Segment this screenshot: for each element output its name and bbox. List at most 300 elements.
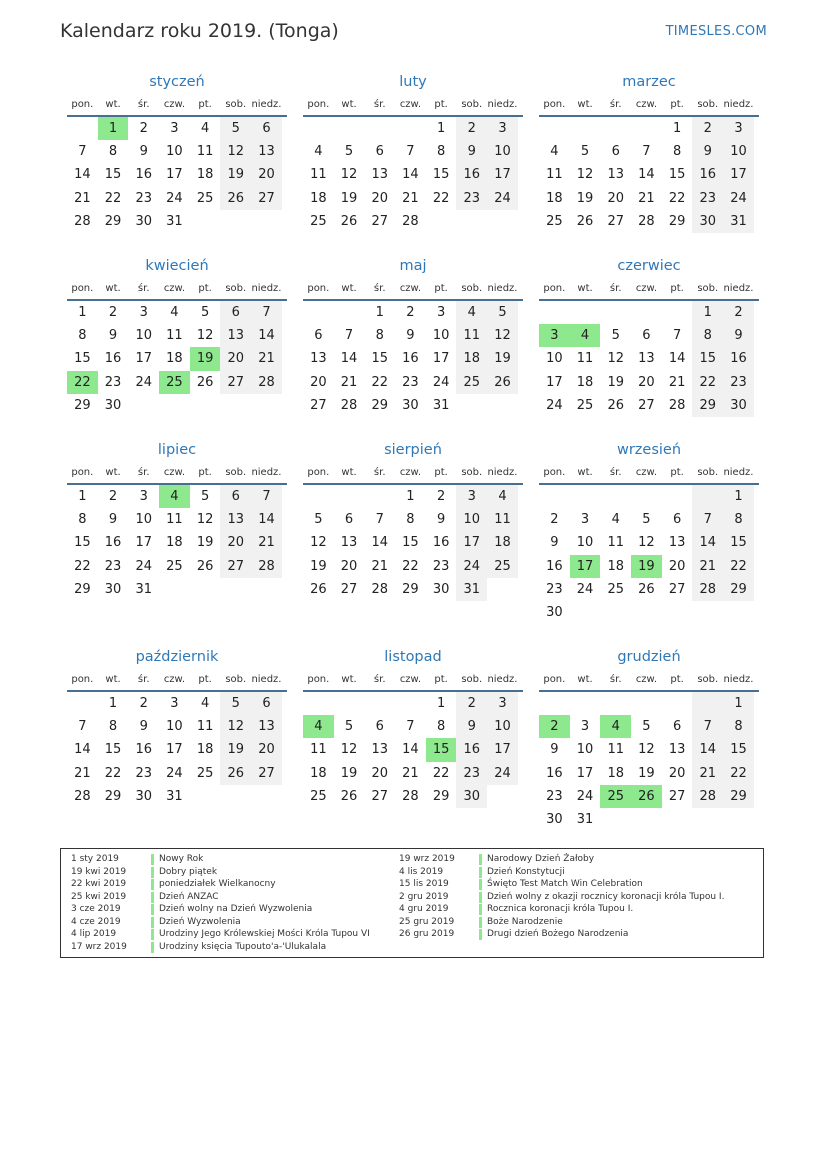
month-block xyxy=(303,440,523,601)
holiday-date: 15 lis 2019 xyxy=(399,879,449,889)
empty-day-cell xyxy=(220,785,251,808)
day-cell: 2 xyxy=(550,512,559,528)
weekday-label: pt. xyxy=(670,467,684,478)
week-row xyxy=(67,531,287,554)
empty-day-cell xyxy=(190,578,221,601)
empty-day-cell xyxy=(220,394,251,417)
month-name: lipiec xyxy=(157,442,197,458)
day-cell: 23 xyxy=(456,762,487,785)
day-cell: 13 xyxy=(638,351,655,367)
holiday-name: Dzień wolny z okazji rocznicy koronacji króla Tupou I. xyxy=(487,891,725,902)
day-cell: 21 xyxy=(74,765,91,781)
weekday-label: pon. xyxy=(71,467,94,478)
day-cell: 20 xyxy=(220,347,251,370)
holiday-marker xyxy=(151,892,154,903)
holiday-date: 4 lip 2019 xyxy=(71,929,117,939)
day-cell: 30 xyxy=(104,397,122,413)
day-cell: 17 xyxy=(576,765,594,781)
legend-row xyxy=(399,928,724,941)
day-cell: 16 xyxy=(692,163,723,186)
day-cell: 17 xyxy=(166,742,183,758)
day-cell: 20 xyxy=(251,163,282,186)
holiday-date: 4 gru 2019 xyxy=(399,904,449,914)
day-cell: 31 xyxy=(432,397,450,413)
holiday-name: Boże Narodzenie xyxy=(487,916,563,927)
day-cell: 26 xyxy=(220,762,251,785)
day-cell: 16 xyxy=(104,351,122,367)
weekday-label: śr. xyxy=(609,674,622,685)
month-name: styczeń xyxy=(149,74,205,90)
day-cell: 6 xyxy=(672,719,682,735)
week-row xyxy=(539,117,759,140)
day-cell: 8 xyxy=(78,328,87,344)
day-cell: 31 xyxy=(576,811,594,827)
day-cell: 21 xyxy=(371,558,388,574)
holiday-day-cell: 2 xyxy=(539,715,570,738)
day-cell: 25 xyxy=(456,371,487,394)
day-cell: 24 xyxy=(166,765,183,781)
day-cell: 30 xyxy=(692,210,723,233)
empty-day-cell xyxy=(631,692,662,715)
legend-row xyxy=(71,903,370,916)
day-cell: 10 xyxy=(546,351,563,367)
day-cell: 30 xyxy=(104,581,122,597)
day-cell: 9 xyxy=(139,719,148,735)
day-cell: 21 xyxy=(638,190,655,206)
day-cell: 30 xyxy=(135,213,152,229)
week-row xyxy=(539,301,759,324)
day-cell: 11 xyxy=(576,351,594,367)
day-cell: 8 xyxy=(692,324,723,347)
holiday-marker xyxy=(151,942,154,953)
holiday-name: Dzień wolny na Dzień Wyzwolenia xyxy=(159,904,313,914)
empty-day-cell xyxy=(570,485,601,508)
empty-day-cell xyxy=(251,578,282,601)
empty-day-cell xyxy=(631,301,662,324)
day-cell: 22 xyxy=(668,190,686,206)
day-cell: 29 xyxy=(402,581,419,597)
weekday-label: niedz. xyxy=(251,674,282,685)
day-cell: 9 xyxy=(108,512,118,528)
week-row xyxy=(67,163,287,186)
day-cell: 17 xyxy=(456,531,487,554)
day-cell: 21 xyxy=(74,190,91,206)
day-cell: 1 xyxy=(108,696,118,711)
day-cell: 11 xyxy=(166,512,183,528)
day-cell: 12 xyxy=(607,351,624,367)
day-cell: 15 xyxy=(723,738,754,761)
day-cell: 5 xyxy=(580,144,590,160)
day-cell: 24 xyxy=(576,581,594,597)
weekday-label: wt. xyxy=(105,283,121,294)
day-cell: 1 xyxy=(723,692,754,715)
empty-day-cell xyxy=(456,394,487,417)
day-cell: 14 xyxy=(668,351,686,367)
holiday-name: Narodowy Dzień Żałoby xyxy=(487,854,595,864)
empty-day-cell xyxy=(487,578,518,601)
week-row xyxy=(303,785,523,808)
holiday-date: 25 kwi 2019 xyxy=(71,891,127,902)
day-cell: 21 xyxy=(692,555,723,578)
empty-day-cell xyxy=(251,394,282,417)
day-cell: 30 xyxy=(432,581,450,597)
day-cell: 28 xyxy=(692,578,723,601)
legend-row xyxy=(71,928,370,941)
weekday-label: czw. xyxy=(635,674,657,685)
day-cell: 8 xyxy=(375,328,384,344)
brand-logo-link[interactable]: TIMESLES.COM xyxy=(665,24,767,39)
weekday-label: sob. xyxy=(461,99,483,110)
day-cell: 24 xyxy=(135,374,152,390)
day-cell: 26 xyxy=(310,581,327,597)
holiday-date: 25 gru 2019 xyxy=(399,916,455,927)
week-row xyxy=(303,163,523,186)
weekday-label: śr. xyxy=(609,467,622,478)
week-row xyxy=(539,762,759,785)
day-cell: 20 xyxy=(220,531,251,554)
week-row xyxy=(539,347,759,370)
holiday-day-cell: 26 xyxy=(631,785,662,808)
holiday-name: Dobry piątek xyxy=(159,866,218,877)
day-cell: 9 xyxy=(456,715,487,738)
empty-day-cell xyxy=(334,301,365,324)
day-cell: 28 xyxy=(402,213,419,229)
day-cell: 26 xyxy=(607,397,624,413)
day-cell: 25 xyxy=(196,765,214,781)
week-row xyxy=(303,371,523,394)
month-name: luty xyxy=(399,74,427,90)
week-row xyxy=(539,555,759,578)
day-cell: 28 xyxy=(638,213,655,229)
day-cell: 4 xyxy=(314,144,323,160)
day-cell: 29 xyxy=(104,788,122,804)
week-row xyxy=(303,715,523,738)
day-cell: 22 xyxy=(723,762,754,785)
week-row xyxy=(539,715,759,738)
holiday-name: Nowy Rok xyxy=(159,854,204,864)
weekday-header xyxy=(67,279,287,301)
day-cell: 9 xyxy=(108,328,118,344)
month-name: marzec xyxy=(622,74,676,90)
day-cell: 21 xyxy=(340,374,358,390)
holiday-day-cell: 17 xyxy=(570,555,601,578)
week-row xyxy=(303,578,523,601)
empty-day-cell xyxy=(600,601,631,624)
legend-column-left xyxy=(71,853,370,953)
day-cell: 1 xyxy=(436,696,446,711)
day-cell: 19 xyxy=(220,738,251,761)
weekday-label: pon. xyxy=(71,674,94,685)
day-cell: 13 xyxy=(371,742,388,758)
day-cell: 22 xyxy=(692,371,723,394)
day-cell: 19 xyxy=(340,190,358,206)
day-cell: 12 xyxy=(576,167,594,183)
weekday-label: pon. xyxy=(71,99,94,110)
weekday-label: sob. xyxy=(461,674,483,685)
weekday-label: czw. xyxy=(163,674,185,685)
holiday-date: 17 wrz 2019 xyxy=(71,941,127,952)
day-cell: 12 xyxy=(196,328,214,344)
day-cell: 5 xyxy=(220,692,251,715)
day-cell: 18 xyxy=(196,742,214,758)
day-cell: 13 xyxy=(310,351,327,367)
day-cell: 14 xyxy=(402,742,419,758)
empty-day-cell xyxy=(631,601,662,624)
day-cell: 30 xyxy=(546,811,563,827)
day-cell: 20 xyxy=(251,738,282,761)
weekday-label: niedz. xyxy=(251,467,282,478)
day-cell: 5 xyxy=(487,301,518,324)
weekday-label: sob. xyxy=(225,283,247,294)
day-cell: 22 xyxy=(402,558,419,574)
empty-day-cell xyxy=(128,394,159,417)
day-cell: 13 xyxy=(340,535,358,551)
week-row xyxy=(67,117,287,140)
day-cell: 27 xyxy=(310,397,327,413)
holiday-marker xyxy=(479,929,482,940)
day-cell: 1 xyxy=(436,121,446,136)
day-cell: 27 xyxy=(251,762,282,785)
weekday-label: śr. xyxy=(373,283,386,294)
day-cell: 13 xyxy=(251,140,282,163)
weekday-label: niedz. xyxy=(487,283,518,294)
day-cell: 5 xyxy=(344,144,354,160)
week-row xyxy=(303,394,523,417)
day-cell: 20 xyxy=(371,765,388,781)
day-cell: 23 xyxy=(546,581,563,597)
day-cell: 25 xyxy=(310,213,327,229)
weekday-label: wt. xyxy=(577,99,593,110)
weekday-header xyxy=(303,463,523,485)
weekday-label: czw. xyxy=(635,467,657,478)
weekday-label: sob. xyxy=(225,99,247,110)
day-cell: 8 xyxy=(406,512,415,528)
holiday-day-cell: 15 xyxy=(426,738,457,761)
day-cell: 22 xyxy=(432,765,450,781)
day-cell: 14 xyxy=(74,742,91,758)
holiday-marker xyxy=(151,854,154,865)
day-cell: 10 xyxy=(166,719,183,735)
weekday-label: pon. xyxy=(307,283,330,294)
empty-day-cell xyxy=(570,601,601,624)
empty-day-cell xyxy=(692,692,723,715)
empty-day-cell xyxy=(692,808,723,831)
empty-day-cell xyxy=(600,117,631,140)
day-cell: 2 xyxy=(108,305,118,320)
weekday-label: pt. xyxy=(434,467,448,478)
day-cell: 12 xyxy=(196,512,214,528)
day-cell: 2 xyxy=(139,696,148,711)
legend-column-right xyxy=(399,853,724,941)
weekday-label: czw. xyxy=(635,99,657,110)
day-cell: 3 xyxy=(580,719,590,735)
week-row xyxy=(67,187,287,210)
empty-day-cell xyxy=(159,394,190,417)
weekday-label: pt. xyxy=(198,467,212,478)
day-cell: 1 xyxy=(723,485,754,508)
empty-day-cell xyxy=(334,485,365,508)
day-cell: 15 xyxy=(432,167,450,183)
day-cell: 25 xyxy=(196,190,214,206)
day-cell: 3 xyxy=(170,696,179,711)
day-cell: 28 xyxy=(74,788,91,804)
legend-row xyxy=(399,903,724,916)
empty-day-cell xyxy=(364,117,395,140)
week-row xyxy=(303,738,523,761)
holiday-name: Święto Test Match Win Celebration xyxy=(487,879,643,889)
weekday-label: wt. xyxy=(577,283,593,294)
day-cell: 30 xyxy=(402,397,419,413)
day-cell: 29 xyxy=(432,788,450,804)
weekday-label: sob. xyxy=(461,467,483,478)
day-cell: 14 xyxy=(371,535,388,551)
day-cell: 27 xyxy=(220,371,251,394)
weekday-label: sob. xyxy=(225,674,247,685)
day-cell: 30 xyxy=(546,604,563,620)
week-row xyxy=(303,762,523,785)
empty-day-cell xyxy=(600,692,631,715)
day-cell: 25 xyxy=(487,555,518,578)
day-cell: 27 xyxy=(607,213,624,229)
holiday-date: 22 kwi 2019 xyxy=(71,879,127,889)
empty-day-cell xyxy=(395,117,426,140)
day-cell: 6 xyxy=(251,692,282,715)
weekday-header xyxy=(67,95,287,117)
week-row xyxy=(67,140,287,163)
week-row xyxy=(539,485,759,508)
day-cell: 30 xyxy=(456,785,487,808)
day-cell: 4 xyxy=(200,121,210,136)
day-cell: 6 xyxy=(251,117,282,140)
holiday-day-cell: 1 xyxy=(98,117,129,140)
day-cell: 23 xyxy=(104,558,122,574)
empty-day-cell xyxy=(539,692,570,715)
day-cell: 24 xyxy=(456,555,487,578)
day-cell: 9 xyxy=(406,328,415,344)
empty-day-cell xyxy=(67,692,98,715)
weekday-label: pon. xyxy=(307,674,330,685)
holiday-day-cell: 25 xyxy=(159,371,190,394)
day-cell: 2 xyxy=(692,117,723,140)
day-cell: 15 xyxy=(104,742,122,758)
day-cell: 4 xyxy=(170,305,179,320)
day-cell: 5 xyxy=(314,512,323,528)
day-cell: 11 xyxy=(166,328,183,344)
day-cell: 26 xyxy=(196,374,214,390)
holiday-date: 19 wrz 2019 xyxy=(399,854,455,864)
day-cell: 17 xyxy=(432,351,450,367)
day-cell: 21 xyxy=(402,765,419,781)
day-cell: 28 xyxy=(402,788,419,804)
day-cell: 28 xyxy=(340,397,358,413)
day-cell: 2 xyxy=(436,489,446,504)
empty-day-cell xyxy=(570,301,601,324)
legend-row xyxy=(399,916,724,929)
day-cell: 23 xyxy=(135,190,152,206)
day-cell: 25 xyxy=(166,558,183,574)
day-cell: 9 xyxy=(550,742,559,758)
day-cell: 15 xyxy=(402,535,419,551)
week-row xyxy=(303,347,523,370)
weekday-label: śr. xyxy=(137,467,150,478)
day-cell: 29 xyxy=(668,213,686,229)
weekday-header xyxy=(303,95,523,117)
empty-day-cell xyxy=(723,808,754,831)
day-cell: 12 xyxy=(638,535,655,551)
legend-row xyxy=(71,878,370,891)
day-cell: 18 xyxy=(576,374,594,390)
weekday-label: pt. xyxy=(670,674,684,685)
empty-day-cell xyxy=(539,117,570,140)
day-cell: 11 xyxy=(310,167,327,183)
day-cell: 15 xyxy=(371,351,388,367)
day-cell: 29 xyxy=(104,213,122,229)
day-cell: 7 xyxy=(406,144,415,160)
empty-day-cell xyxy=(631,485,662,508)
day-cell: 15 xyxy=(692,347,723,370)
day-cell: 19 xyxy=(196,535,214,551)
day-cell: 20 xyxy=(340,558,358,574)
day-cell: 15 xyxy=(104,167,122,183)
day-cell: 29 xyxy=(723,785,754,808)
day-cell: 31 xyxy=(166,213,183,229)
day-cell: 21 xyxy=(668,374,686,390)
day-cell: 20 xyxy=(668,765,686,781)
week-row xyxy=(539,785,759,808)
day-cell: 7 xyxy=(251,301,282,324)
day-cell: 20 xyxy=(638,374,655,390)
empty-day-cell xyxy=(190,210,221,233)
month-name: wrzesień xyxy=(616,442,682,458)
day-cell: 13 xyxy=(607,167,624,183)
day-cell: 13 xyxy=(371,167,388,183)
day-cell: 12 xyxy=(638,742,655,758)
holiday-date: 4 cze 2019 xyxy=(71,916,121,927)
weekday-label: sob. xyxy=(461,283,483,294)
day-cell: 7 xyxy=(406,719,415,735)
day-cell: 7 xyxy=(672,328,682,344)
day-cell: 9 xyxy=(692,140,723,163)
day-cell: 6 xyxy=(611,144,620,160)
holiday-marker xyxy=(151,917,154,928)
weekday-label: wt. xyxy=(577,467,593,478)
day-cell: 14 xyxy=(340,351,358,367)
weekday-label: czw. xyxy=(399,467,421,478)
day-cell: 18 xyxy=(310,190,327,206)
day-cell: 26 xyxy=(487,371,518,394)
legend-row xyxy=(399,878,724,891)
week-row xyxy=(303,301,523,324)
weekday-label: niedz. xyxy=(723,99,754,110)
day-cell: 15 xyxy=(723,531,754,554)
empty-day-cell xyxy=(251,210,282,233)
day-cell: 2 xyxy=(406,305,415,320)
month-name: sierpień xyxy=(384,442,442,458)
day-cell: 11 xyxy=(546,167,563,183)
weekday-label: śr. xyxy=(373,99,386,110)
day-cell: 16 xyxy=(546,765,563,781)
day-cell: 1 xyxy=(78,305,87,320)
month-block xyxy=(67,647,287,808)
holiday-day-cell: 19 xyxy=(190,347,221,370)
day-cell: 24 xyxy=(487,762,518,785)
day-cell: 1 xyxy=(78,489,87,504)
day-cell: 2 xyxy=(456,117,487,140)
day-cell: 18 xyxy=(546,190,563,206)
day-cell: 10 xyxy=(135,512,152,528)
day-cell: 27 xyxy=(668,581,686,597)
weekday-label: wt. xyxy=(341,674,357,685)
